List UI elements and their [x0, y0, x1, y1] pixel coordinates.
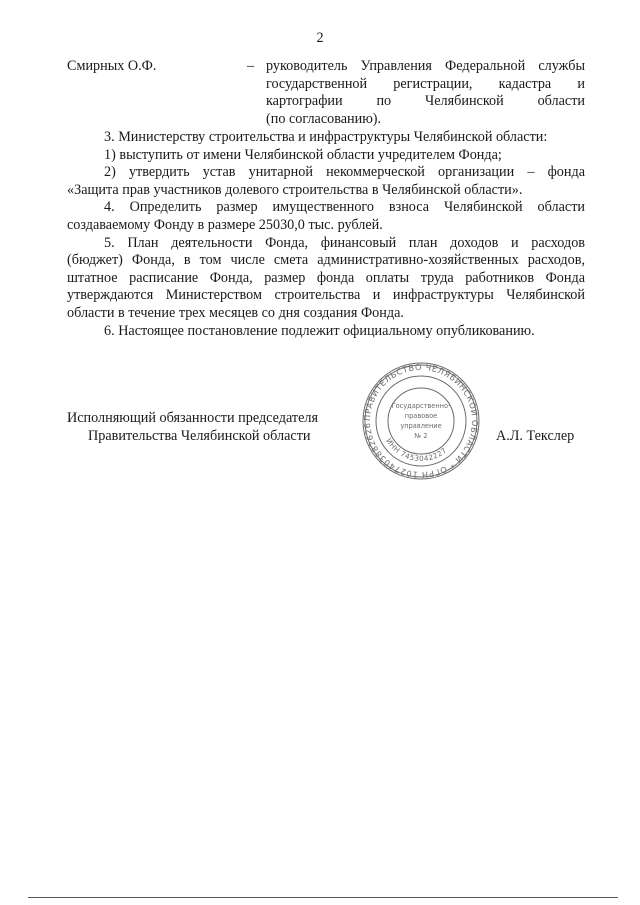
paragraph-line: утверждаются Министерством строительства и инфраструктуры Челябинской — [67, 287, 585, 304]
role-line: (по согласованию). — [266, 110, 382, 127]
member-name: Смирных О.Ф. — [67, 58, 157, 74]
paragraph-line: (бюджет) Фонда, в том числе смета административно-хозяйственных расходов, — [67, 252, 585, 269]
paragraph-5 — [67, 235, 585, 323]
signer-title-line: Правительства Челябинской области — [88, 427, 311, 444]
seal-center-line: № 2 — [414, 432, 428, 440]
official-seal-stamp — [360, 360, 482, 482]
svg-text:ИНН 7453042227 — [384, 437, 448, 464]
paragraph-line: 3. Министерству строительства и инфраструктуры Челябинской области: — [104, 129, 548, 145]
paragraph-line: 2) утвердить устав унитарной некоммерческой организации – фонда — [104, 164, 585, 181]
paragraph-line: 5. План деятельности Фонда, финансовый план доходов и расходов — [104, 234, 585, 251]
signer-title-line: Исполняющий обязанности председателя — [67, 410, 318, 426]
paragraph-4 — [67, 199, 585, 234]
seal-inner-text: ИНН 7453042227 — [384, 436, 449, 464]
seal-outer-text: ПРАВИТЕЛЬСТВО ЧЕЛЯБИНСКОЙ ОБЛАСТИ * ОГРН 1027403882626 — [361, 361, 481, 481]
member-dash: – — [247, 58, 255, 74]
paragraph-line: области в течение трех месяцев со дня создания Фонда. — [67, 304, 404, 321]
seal-center-line: управление — [400, 422, 442, 430]
seal-center-line: Государственно- — [391, 402, 451, 410]
paragraph-line: штатное расписание Фонда, размер фонда оплаты труда работников Фонда — [67, 269, 585, 286]
signer-name: А.Л. Текслер — [496, 428, 575, 444]
role-line: государственной регистрации, кадастра и — [266, 75, 585, 92]
paragraph-3-1 — [67, 147, 585, 165]
role-line: руководитель Управления Федеральной службы — [266, 58, 585, 74]
role-line: картографии по Челябинской области — [266, 93, 585, 110]
paragraph-line: 4. Определить размер имущественного взноса Челябинской области — [104, 199, 585, 216]
paragraph-line: создаваемому Фонду в размере 25030,0 тыс. рублей. — [67, 216, 383, 233]
footer-rule — [28, 897, 618, 898]
paragraph-6 — [67, 323, 585, 341]
seal-center-line: правовое — [404, 412, 438, 420]
paragraph-3-2 — [67, 164, 585, 199]
paragraph-3 — [67, 129, 585, 147]
paragraph-line: 1) выступить от имени Челябинской области учредителем Фонда; — [104, 146, 502, 163]
member-role — [266, 58, 585, 128]
page-number: 2 — [316, 30, 324, 46]
document-body — [67, 129, 585, 340]
paragraph-line: «Защита прав участников долевого строительства в Челябинской области». — [67, 181, 523, 198]
signer-title — [67, 410, 352, 445]
paragraph-line: 6. Настоящее постановление подлежит официальному опубликованию. — [104, 322, 535, 339]
